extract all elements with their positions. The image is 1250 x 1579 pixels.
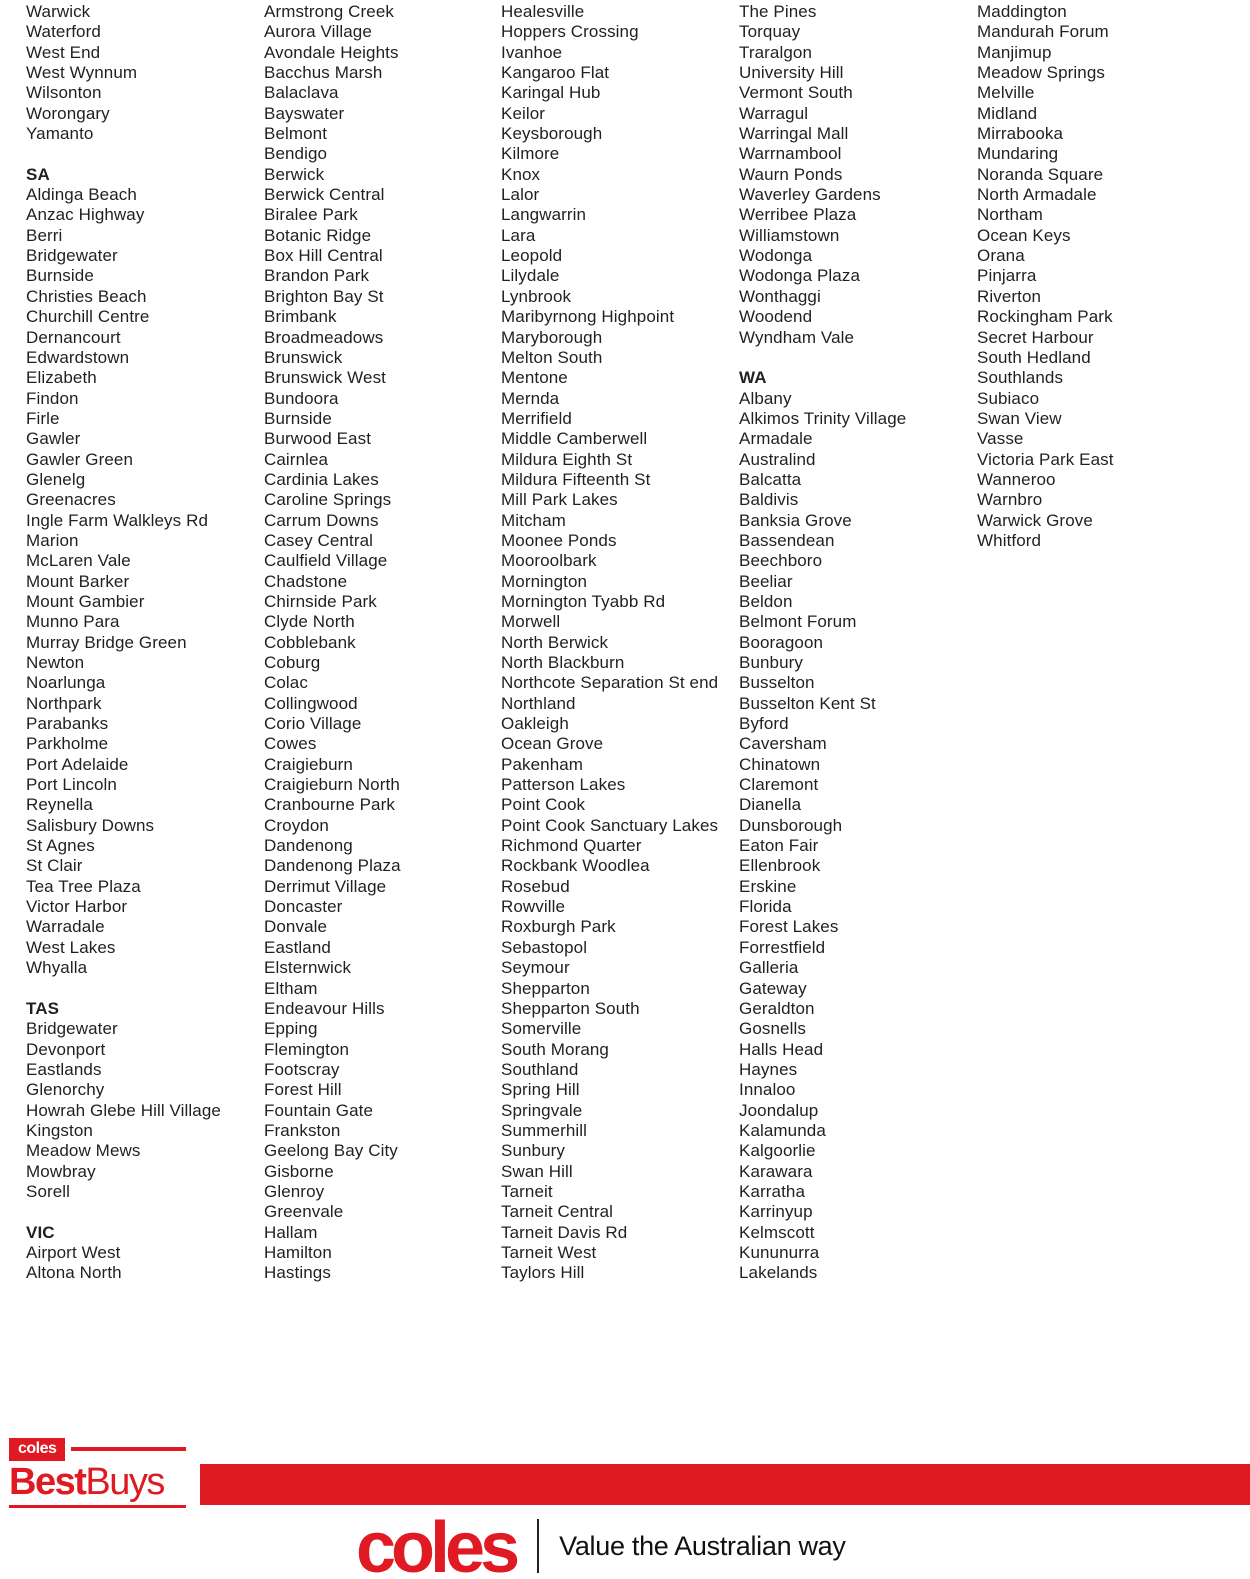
store-location: Baldivis [739,490,799,510]
store-location: Southland [501,1059,579,1079]
store-location: Healesville [501,2,585,21]
store-location: Wanneroo [977,469,1056,489]
store-location: Noarlunga [26,673,106,693]
store-location: Brunswick West [264,368,387,388]
state-header: VIC [26,1222,55,1242]
store-location: Werribee Plaza [739,205,857,225]
store-location: Dianella [739,795,802,815]
store-location: Busselton [739,673,815,693]
store-location: Haynes [739,1059,798,1079]
state-header: TAS [26,998,60,1018]
store-location: Tarneit Davis Rd [501,1222,628,1242]
store-location: Meadow Mews [26,1141,141,1161]
store-location: Richmond Quarter [501,836,642,856]
store-location: Mowbray [26,1161,96,1181]
store-location: Gisborne [264,1161,334,1181]
store-location: Eastland [264,937,331,957]
state-header: WA [739,368,767,388]
store-location: Chadstone [264,571,348,591]
store-location: Point Cook [501,795,586,815]
store-location: Aldinga Beach [26,185,137,205]
store-location: Warnbro [977,490,1043,510]
store-location: Frankston [264,1120,341,1140]
store-location: Greenvale [264,1202,344,1222]
store-column [501,2,737,1284]
store-location: Findon [26,388,79,408]
store-location: Brunswick [264,347,343,367]
store-location: Karrinyup [739,1202,813,1222]
store-location: Ivanhoe [501,42,563,62]
store-location: Broadmeadows [264,327,384,347]
store-location: Bendigo [264,144,328,164]
store-location: Caversham [739,734,827,754]
store-location: Northland [501,693,576,713]
store-location: Hallam [264,1222,318,1242]
store-location: Munno Para [26,612,120,632]
store-location: Mornington [501,571,588,591]
store-location: Summerhill [501,1120,588,1140]
coles-logo: coles [356,1508,516,1579]
store-location: Port Lincoln [26,775,117,795]
store-location: Galleria [739,958,799,978]
store-location: Midland [977,103,1038,123]
store-location: Kilmore [501,144,560,164]
store-location: Yamanto [26,124,94,144]
store-location: Seymour [501,958,570,978]
store-location: Maribyrnong Highpoint [501,307,675,327]
store-location: Caroline Springs [264,490,392,510]
store-location: Carrum Downs [264,510,379,530]
store-location: Armadale [739,429,813,449]
store-location: Belmont [264,124,328,144]
store-location: Glenroy [264,1181,325,1201]
store-location: Tarneit West [501,1242,597,1262]
store-location: West End [26,42,101,62]
store-location: Warwick Grove [977,510,1093,530]
store-location: Eltham [264,978,318,998]
store-location: Swan Hill [501,1161,573,1181]
store-location: Berwick [264,164,325,184]
store-location: Endeavour Hills [264,998,385,1018]
store-location: Coburg [264,653,321,672]
store-location: Collingwood [264,693,358,713]
store-location: Karingal Hub [501,83,601,103]
store-location: Taylors Hill [501,1263,585,1283]
store-location: Halls Head [739,1039,824,1059]
store-location: University Hill [739,63,844,83]
store-location: Mandurah Forum [977,22,1109,42]
store-location: Tarneit [501,1181,553,1201]
store-location: Byford [739,714,789,734]
store-location: Murray Bridge Green [26,632,187,652]
store-columns [0,2,1250,1292]
store-location: Marion [26,530,79,550]
store-location: Rowville [501,897,566,917]
store-location: North Armadale [977,185,1097,205]
store-column [739,2,975,1284]
brand-tagline: Value the Australian way [559,1530,846,1561]
store-location: Kingston [26,1120,93,1140]
store-location: Point Cook Sanctuary Lakes [501,815,719,835]
store-location: Ellenbrook [739,856,821,876]
store-location: Woodend [739,307,813,327]
store-location: Rosebud [501,876,570,896]
store-location: Beeliar [739,571,793,591]
store-location: Lakelands [739,1263,818,1283]
coles-badge: coles [9,1438,65,1461]
store-location: Hoppers Crossing [501,22,639,42]
store-location: Erskine [739,876,797,896]
store-location: Alkimos Trinity Village [739,408,907,428]
store-location: Australind [739,449,816,469]
store-location: Brandon Park [264,266,370,286]
store-location: Vermont South [739,83,853,103]
store-location: Dunsborough [739,815,843,835]
store-location: Hastings [264,1263,331,1283]
store-location: Keysborough [501,124,603,144]
store-location: Gawler Green [26,449,134,469]
store-location: Mildura Fifteenth St [501,469,651,489]
store-location: St Agnes [26,836,95,856]
store-location: Ocean Keys [977,225,1071,245]
store-location: Craigieburn North [264,775,400,795]
store-location: Dandenong [264,836,353,856]
store-location: Mernda [501,388,560,408]
store-location: Gateway [739,978,807,998]
store-location: Derrimut Village [264,876,387,896]
store-location: Manjimup [977,42,1052,62]
store-location: Cobblebank [264,632,356,652]
store-location: Kangaroo Flat [501,63,610,83]
store-location: St Clair [26,856,83,876]
store-location: Warwick [26,2,91,21]
store-location: Port Adelaide [26,754,129,774]
section-gap [26,1202,262,1222]
bestbuys-word-buys: Buys [85,1461,164,1503]
store-location: Botanic Ridge [264,225,372,245]
store-location: Sorell [26,1181,71,1201]
store-location: Belmont Forum [739,612,857,632]
section-gap [26,144,262,164]
store-location: Warragul [739,103,809,123]
store-location: Cairnlea [264,449,329,469]
section-gap [739,348,975,368]
store-location: Shepparton South [501,998,640,1018]
store-location: Clyde North [264,612,355,632]
store-location: Bridgewater [26,246,118,266]
store-location: Ingle Farm Walkleys Rd [26,510,209,530]
store-location: Whyalla [26,958,88,978]
store-location: Mentone [501,368,568,388]
store-location: Sunbury [501,1141,566,1161]
store-location: Chinatown [739,754,821,774]
store-location: Footscray [264,1059,340,1079]
store-location: Victoria Park East [977,449,1114,469]
store-location: Banksia Grove [739,510,852,530]
store-location: Airport West [26,1242,121,1262]
store-location: The Pines [739,2,817,21]
store-location: Keilor [501,103,546,123]
store-location: Doncaster [264,897,343,917]
store-location: Mitcham [501,510,566,530]
store-location: Reynella [26,795,93,815]
store-location: Bassendean [739,530,835,550]
store-location: Churchill Centre [26,307,150,327]
store-location: Forest Hill [264,1080,342,1100]
store-location: Bunbury [739,653,804,672]
store-location: Karratha [739,1181,806,1201]
store-location: Torquay [739,22,801,42]
store-location: McLaren Vale [26,551,131,571]
store-location: Mooroolbark [501,551,597,571]
store-location: Melton South [501,347,603,367]
store-location: Bridgewater [26,1019,118,1039]
store-location: Epping [264,1019,318,1039]
store-location: Greenacres [26,490,116,510]
store-location: Vasse [977,429,1024,449]
store-location: Beechboro [739,551,823,571]
vertical-divider [537,1519,539,1573]
store-location: Cowes [264,734,317,754]
store-location: Waterford [26,22,101,42]
store-location: Subiaco [977,388,1040,408]
store-location: Florida [739,897,792,917]
store-location: Karawara [739,1161,813,1181]
store-location: Mirrabooka [977,124,1064,144]
store-location: Avondale Heights [264,42,399,62]
store-location: Gawler [26,429,81,449]
store-location: Bundoora [264,388,339,408]
bestbuys-wordmark [9,1462,186,1502]
store-location: Burnside [26,266,94,286]
store-location: Forest Lakes [739,917,839,937]
store-location: Waurn Ponds [739,164,843,184]
store-location: Whitford [977,530,1042,550]
store-location: Spring Hill [501,1080,580,1100]
store-location: Colac [264,673,308,693]
store-location: Corio Village [264,714,362,734]
store-location: Devonport [26,1039,106,1059]
store-location: Noranda Square [977,164,1104,184]
store-location: Aurora Village [264,22,372,42]
store-location: Swan View [977,408,1062,428]
bestbuys-word-best: Best [9,1461,86,1503]
store-location: Forrestfield [739,937,826,957]
store-location: Waverley Gardens [739,185,881,205]
store-location: Fountain Gate [264,1100,374,1120]
store-location: Williamstown [739,225,840,245]
store-location: South Hedland [977,347,1091,367]
store-location: Anzac Highway [26,205,145,225]
store-location: Geelong Bay City [264,1141,398,1161]
store-location: Tea Tree Plaza [26,876,141,896]
store-location: Claremont [739,775,819,795]
store-location: Busselton Kent St [739,693,876,713]
store-location: Tarneit Central [501,1202,614,1222]
store-location: Brighton Bay St [264,286,384,306]
store-location: Kelmscott [739,1222,815,1242]
store-location: Rockingham Park [977,307,1113,327]
store-location: Balaclava [264,83,339,103]
store-location: Wonthaggi [739,286,821,306]
store-location: Lara [501,225,536,245]
store-location: Melville [977,83,1035,103]
store-location: Oakleigh [501,714,569,734]
store-location: Box Hill Central [264,246,383,266]
store-location: Kalgoorlie [739,1141,816,1161]
store-location: Glenorchy [26,1080,105,1100]
store-location: Joondalup [739,1100,819,1120]
store-location: Cranbourne Park [264,795,395,815]
bestbuys-logo-top [9,1437,186,1461]
store-location: Northam [977,205,1043,225]
store-location: Eastlands [26,1059,102,1079]
store-location: Springvale [501,1100,583,1120]
store-location: Patterson Lakes [501,775,626,795]
store-location: Shepparton [501,978,590,998]
store-location: Geraldton [739,998,815,1018]
store-location: Victor Harbor [26,897,128,917]
store-location: Armstrong Creek [264,2,394,21]
store-location: Caulfield Village [264,551,388,571]
store-location: Craigieburn [264,754,353,774]
store-location: Mill Park Lakes [501,490,618,510]
bestbuys-top-rule [71,1447,186,1451]
store-location: Traralgon [739,42,813,62]
store-location: Howrah Glebe Hill Village [26,1100,221,1120]
store-location: Bayswater [264,103,345,123]
coles-brand-lockup [356,1508,846,1579]
store-location: Riverton [977,286,1042,306]
store-column [264,2,500,1284]
store-location: Glenelg [26,469,86,489]
store-location: Christies Beach [26,286,147,306]
store-location: West Lakes [26,937,116,957]
store-location: Maddington [977,2,1067,21]
store-column [26,2,262,1284]
store-location: Altona North [26,1263,122,1283]
store-location: Pinjarra [977,266,1037,286]
store-location: Lilydale [501,266,560,286]
store-location: Lynbrook [501,286,572,306]
store-location: Wyndham Vale [739,327,855,347]
store-location: Biralee Park [264,205,358,225]
store-location: Bacchus Marsh [264,63,383,83]
store-location: Kalamunda [739,1120,826,1140]
store-location: Booragoon [739,632,824,652]
store-location: Kununurra [739,1242,820,1262]
store-location: Northpark [26,693,102,713]
store-location: Lalor [501,185,540,205]
store-location: Berwick Central [264,185,385,205]
store-location: Burwood East [264,429,372,449]
store-location: South Morang [501,1039,609,1059]
store-location: Firle [26,408,60,428]
coles-bestbuys-logo [9,1437,186,1508]
store-column [977,2,1213,551]
store-location: Casey Central [264,530,374,550]
red-banner-bar [200,1464,1250,1505]
store-location: Ocean Grove [501,734,604,754]
store-location: Mundaring [977,144,1059,164]
store-location: Edwardstown [26,347,130,367]
store-location: Hamilton [264,1242,332,1262]
bestbuys-underline [9,1505,186,1508]
store-location: Newton [26,653,85,672]
store-location: Northcote Separation St end [501,673,719,693]
store-location: Langwarrin [501,205,587,225]
store-location: Maryborough [501,327,603,347]
store-location: Mornington Tyabb Rd [501,591,666,611]
store-location: Morwell [501,612,561,632]
section-gap [26,979,262,999]
store-location: Dernancourt [26,327,121,347]
store-location: Parabanks [26,714,109,734]
store-location: North Blackburn [501,653,625,672]
store-location: Mount Gambier [26,591,145,611]
store-location: Merrifield [501,408,572,428]
store-location: Worongary [26,103,110,123]
store-location: Mildura Eighth St [501,449,633,469]
store-location: Brimbank [264,307,337,327]
store-location: Cardinia Lakes [264,469,379,489]
store-location: Salisbury Downs [26,815,155,835]
store-location: North Berwick [501,632,609,652]
store-location: Wodonga Plaza [739,266,861,286]
store-location: Warradale [26,917,105,937]
store-location: Gosnells [739,1019,806,1039]
store-location: Mount Barker [26,571,130,591]
state-header: SA [26,164,50,184]
store-location: Balcatta [739,469,802,489]
store-location: Chirnside Park [264,591,377,611]
store-location: West Wynnum [26,63,138,83]
store-location: Orana [977,246,1025,266]
store-location: Parkholme [26,734,109,754]
store-location: Meadow Springs [977,63,1106,83]
store-location: Innaloo [739,1080,796,1100]
store-location: Burnside [264,408,332,428]
store-location: Sebastopol [501,937,588,957]
store-location: Beldon [739,591,793,611]
store-location: Southlands [977,368,1064,388]
store-location: Knox [501,164,541,184]
store-location: Wilsonton [26,83,102,103]
store-location: Donvale [264,917,328,937]
store-location: Dandenong Plaza [264,856,401,876]
store-location: Flemington [264,1039,350,1059]
store-location: Warrnambool [739,144,842,164]
store-location: Pakenham [501,754,584,774]
store-location: Rockbank Woodlea [501,856,650,876]
store-location: Moonee Ponds [501,530,617,550]
store-location: Wodonga [739,246,813,266]
store-location: Somerville [501,1019,582,1039]
store-location: Roxburgh Park [501,917,616,937]
store-location: Eaton Fair [739,836,819,856]
store-location: Berri [26,225,63,245]
store-location: Middle Camberwell [501,429,648,449]
store-location: Elsternwick [264,958,352,978]
store-location: Croydon [264,815,329,835]
store-location: Albany [739,388,792,408]
store-location: Warringal Mall [739,124,849,144]
store-location: Elizabeth [26,368,97,388]
store-location: Secret Harbour [977,327,1094,347]
store-location: Leopold [501,246,563,266]
